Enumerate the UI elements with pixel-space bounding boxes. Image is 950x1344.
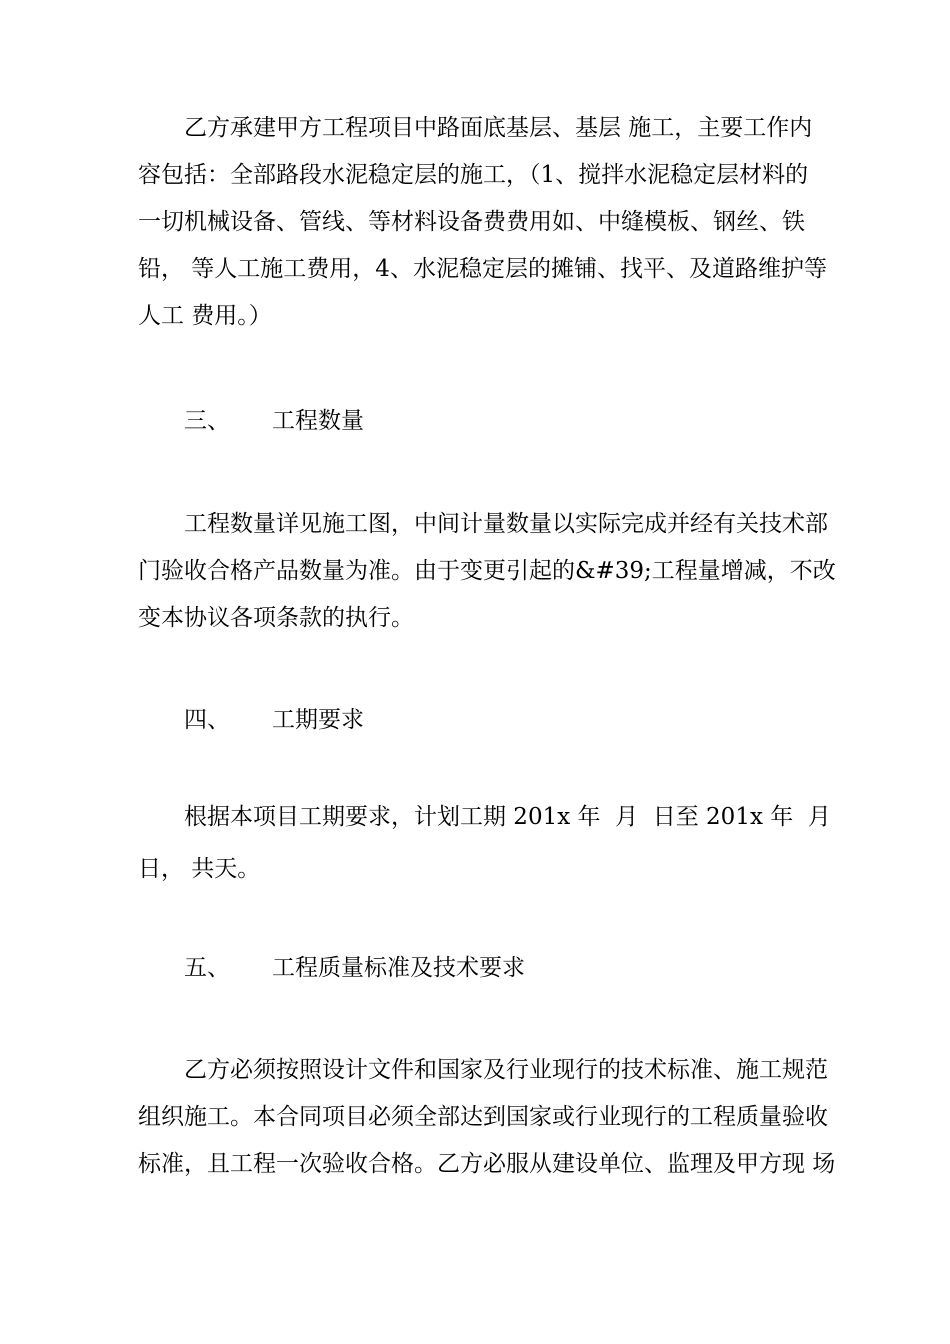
paragraph-4-line-1: 乙方必须按照设计文件和国家及行业现行的技术标准、施工规范 bbox=[184, 1057, 828, 1083]
paragraph-3-line-2: 日， 共天。 bbox=[138, 856, 261, 882]
paragraph-1-line-3: 一切机械设备、管线、等材料设备费费用如、中缝模板、钢丝、铁 bbox=[138, 209, 805, 235]
paragraph-1-line-2: 容包括：全部路段水泥稳定层的施工，（1、搅拌水泥稳定层材料的 bbox=[138, 162, 809, 188]
section-4-number: 四、 bbox=[184, 707, 230, 733]
paragraph-2-line-3: 变本协议各项条款的执行。 bbox=[138, 605, 414, 631]
paragraph-2-line-2: 门验收合格产品数量为准。由于变更引起的&#39;工程量增减，不改 bbox=[138, 558, 836, 584]
section-5-heading bbox=[184, 953, 884, 983]
section-5-title: 工程质量标准及技术要求 bbox=[272, 955, 525, 981]
section-3-title: 工程数量 bbox=[272, 408, 364, 434]
paragraph-1-line-4: 铅， 等人工施工费用，4、水泥稳定层的摊铺、找平、及道路维护等 bbox=[138, 256, 827, 282]
paragraph-1-line-5: 人工 费用。） bbox=[138, 303, 272, 329]
paragraph-3-line-1: 根据本项目工期要求，计划工期 201x 年 月 日至 201x 年 月 bbox=[184, 804, 831, 830]
section-5-number: 五、 bbox=[184, 955, 230, 981]
paragraph-4-line-2: 组织施工。本合同项目必须全部达到国家或行业现行的工程质量验收 bbox=[138, 1104, 828, 1130]
paragraph-1-line-1: 乙方承建甲方工程项目中路面底基层、基层 施工，主要工作内 bbox=[184, 115, 813, 141]
paragraph-2-line-1: 工程数量详见施工图，中间计量数量以实际完成并经有关技术部 bbox=[184, 511, 828, 537]
paragraph-4-line-3: 标准，且工程一次验收合格。乙方必服从建设单位、监理及甲方现 场 bbox=[138, 1151, 836, 1177]
section-3-heading bbox=[184, 406, 884, 436]
section-3-number: 三、 bbox=[184, 408, 230, 434]
section-4-title: 工期要求 bbox=[272, 707, 364, 733]
section-4-heading bbox=[184, 705, 884, 735]
